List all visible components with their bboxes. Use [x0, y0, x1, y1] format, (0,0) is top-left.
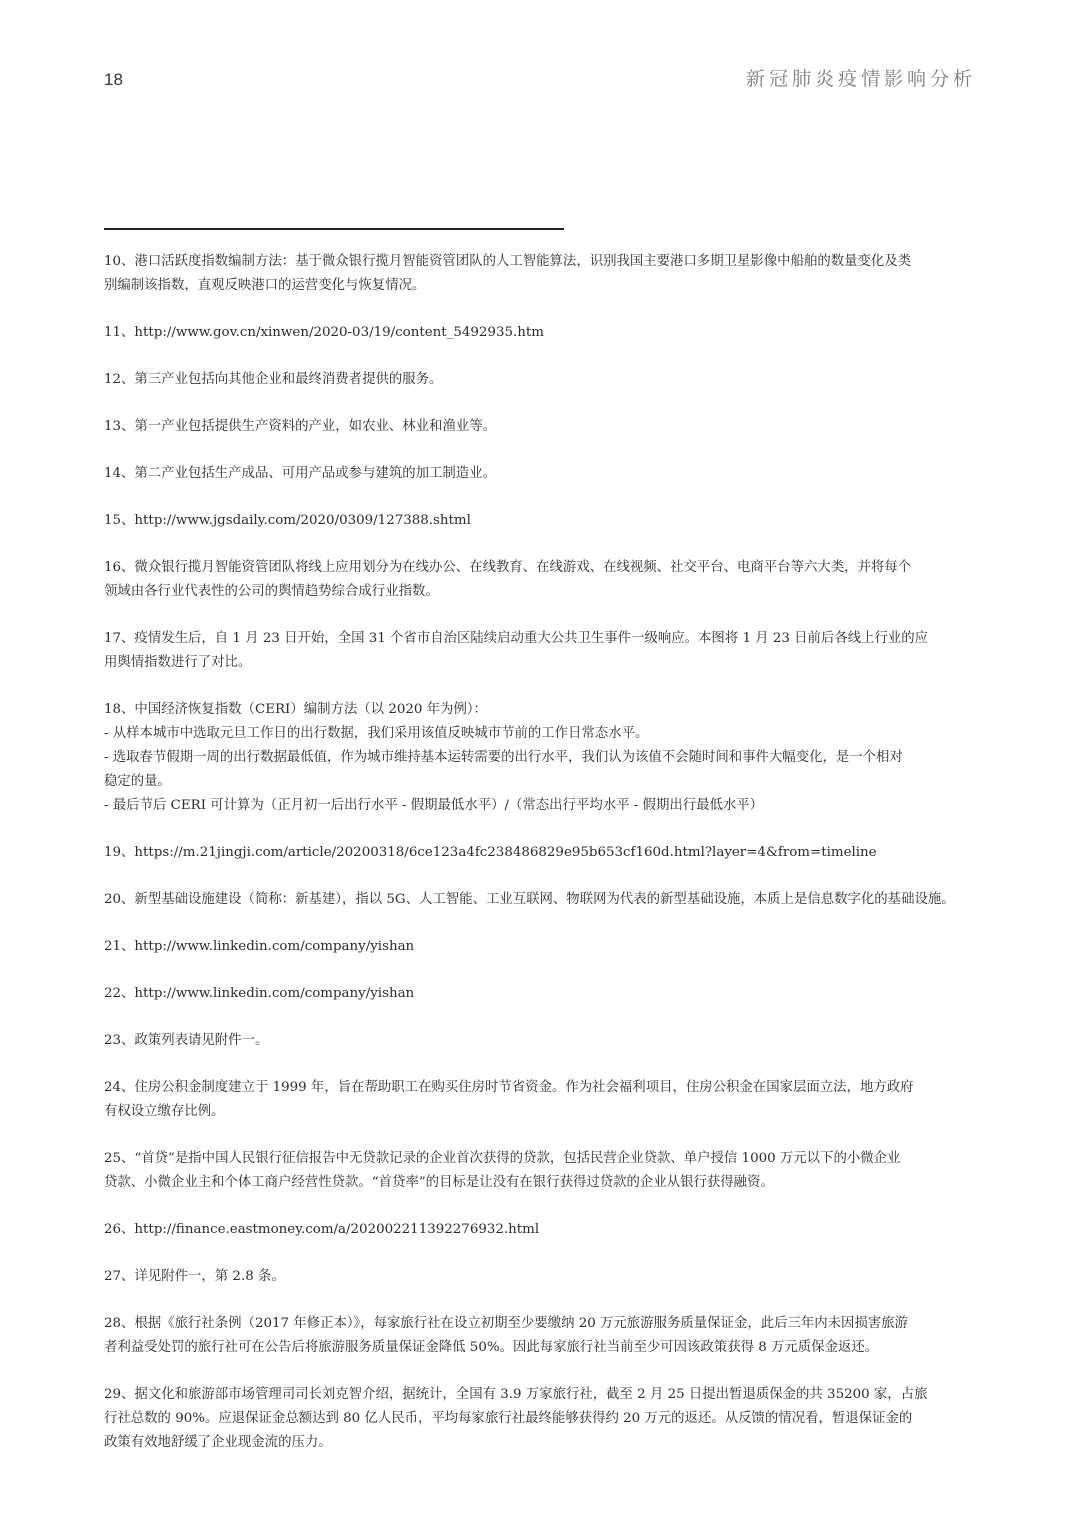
page-number: 18	[104, 70, 123, 89]
footnote-line: 17、疫情发生后，自 1 月 23 日开始，全国 31 个省市自治区陆续启动重大公共卫生事件一级响应。本图将 1 月 23 日前后各线上行业的应	[104, 631, 929, 646]
footnotes-list	[104, 250, 978, 1478]
footnote-item	[104, 1383, 978, 1455]
footnote-item	[104, 982, 978, 1006]
footnote-line: 18、中国经济恢复指数（CERI）编制方法（以 2020 年为例）：	[104, 702, 487, 717]
footnote-line: 25、“首贷”是指中国人民银行征信报告中无贷款记录的企业首次获得的贷款，包括民营企业贷款、单户授信 1000 万元以下的小微企业	[104, 1151, 901, 1166]
footnote-line: 29、据文化和旅游部市场管理司司长刘克智介绍，据统计，全国有 3.9 万家旅行社，截至 2 月 25 日提出暂退质保金的共 35200 家，占旅	[104, 1387, 928, 1402]
footnote-line: 用舆情指数进行了对比。	[104, 655, 252, 670]
running-header-title: 新冠肺炎疫情影响分析	[745, 68, 976, 90]
footnote-line: 22、http://www.linkedin.com/company/yishan	[104, 986, 415, 1001]
footnote-line: 11、http://www.gov.cn/xinwen/2020-03/19/content_5492935.htm	[104, 325, 544, 340]
footnote-line: 26、http://finance.eastmoney.com/a/202002211392276932.html	[104, 1222, 540, 1237]
footnote-line: - 最后节后 CERI 可计算为（正月初一后出行水平 - 假期最低水平）/（常态出行平均水平 - 假期出行最低水平）	[104, 798, 764, 813]
footnote-item	[104, 1076, 978, 1124]
footnote-item	[104, 627, 978, 675]
footnote-item	[104, 1147, 978, 1195]
footnote-line: 政策有效地舒缓了企业现金流的压力。	[104, 1435, 332, 1450]
footnote-line: 贷款、小微企业主和个体工商户经营性贷款。“首贷率”的目标是让没有在银行获得过贷款的企业从银行获得融资。	[104, 1175, 774, 1190]
footnote-item	[104, 556, 978, 604]
footnote-item	[104, 368, 978, 392]
footnote-item	[104, 250, 978, 298]
footnote-item	[104, 415, 978, 439]
footnote-line: 21、http://www.linkedin.com/company/yishan	[104, 939, 415, 954]
footnote-line: 24、住房公积金制度建立于 1999 年，旨在帮助职工在购买住房时节省资金。作为社会福利项目，住房公积金在国家层面立法，地方政府	[104, 1080, 914, 1095]
footnote-line: 10、港口活跃度指数编制方法：基于微众银行揽月智能资管团队的人工智能算法，识别我国主要港口多期卫星影像中船舶的数量变化及类	[104, 254, 912, 269]
footnote-item	[104, 1218, 978, 1242]
footnote-line: 14、第二产业包括生产成品、可用产品或参与建筑的加工制造业。	[104, 466, 496, 481]
footnote-divider	[104, 228, 564, 230]
footnote-line: 13、第一产业包括提供生产资料的产业，如农业、林业和渔业等。	[104, 419, 496, 434]
footnote-item	[104, 698, 978, 818]
footnote-item	[104, 1265, 978, 1289]
footnote-line: - 从样本城市中选取元旦工作日的出行数据，我们采用该值反映城市节前的工作日常态水平。	[104, 726, 649, 741]
footnote-line: - 选取春节假期一周的出行数据最低值，作为城市维持基本运转需要的出行水平，我们认为该值不会随时间和事件大幅变化，是一个相对	[104, 750, 903, 765]
footnote-item	[104, 841, 978, 865]
footnote-line: 别编制该指数，直观反映港口的运营变化与恢复情况。	[104, 278, 426, 293]
footnote-line: 16、微众银行揽月智能资管团队将线上应用划分为在线办公、在线教育、在线游戏、在线视频、社交平台、电商平台等六大类，并将每个	[104, 560, 912, 575]
footnote-item	[104, 462, 978, 486]
footnote-item	[104, 935, 978, 959]
footnote-line: 者利益受处罚的旅行社可在公告后将旅游服务质量保证金降低 50%。因此每家旅行社当前至少可因该政策获得 8 万元质保金返还。	[104, 1340, 879, 1355]
footnote-line: 23、政策列表请见附件一。	[104, 1033, 269, 1048]
footnote-item	[104, 509, 978, 533]
footnote-line: 领域由各行业代表性的公司的舆情趋势综合成行业指数。	[104, 584, 439, 599]
footnote-line: 12、第三产业包括向其他企业和最终消费者提供的服务。	[104, 372, 443, 387]
footnote-item	[104, 888, 978, 912]
footnote-item	[104, 1029, 978, 1053]
footnote-line: 19、https://m.21jingji.com/article/20200318/6ce123a4fc238486829e95b653cf160d.html?layer=4&from=timeline	[104, 845, 877, 860]
footnote-item	[104, 1312, 978, 1360]
footnote-line: 20、新型基础设施建设（简称：新基建），指以 5G、人工智能、工业互联网、物联网为代表的新型基础设施，本质上是信息数字化的基础设施。	[104, 892, 955, 907]
footnote-item	[104, 321, 978, 345]
footnote-line: 27、详见附件一，第 2.8 条。	[104, 1269, 285, 1284]
footnote-line: 28、根据《旅行社条例（2017 年修正本）》，每家旅行社在设立初期至少要缴纳 20 万元旅游服务质量保证金，此后三年内未因损害旅游	[104, 1316, 909, 1331]
footnote-line: 行社总数的 90%。应退保证金总额达到 80 亿人民币，平均每家旅行社最终能够获得约 20 万元的返还。从反馈的情况看，暂退保证金的	[104, 1411, 913, 1426]
footnote-line: 稳定的量。	[104, 774, 171, 789]
footnote-line: 15、http://www.jgsdaily.com/2020/0309/127388.shtml	[104, 513, 471, 528]
footnote-line: 有权设立缴存比例。	[104, 1104, 225, 1119]
